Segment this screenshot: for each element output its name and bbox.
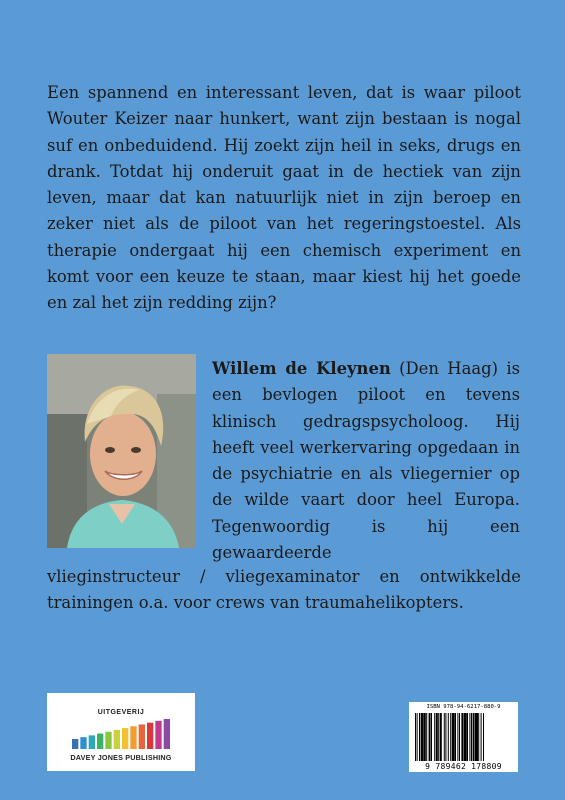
- publisher-color-bars: [71, 719, 171, 749]
- barcode-stripe: [467, 713, 468, 761]
- publisher-color-bar: [164, 719, 170, 749]
- isbn-barcode: [409, 702, 518, 772]
- publisher-color-bar: [155, 721, 161, 749]
- barcode-stripe: [469, 713, 470, 761]
- barcode-stripe: [452, 713, 455, 761]
- barcode-stripe: [419, 713, 420, 761]
- back-cover-blurb: Een spannend en interessant leven, dat is waar piloot Wouter Keizer naar hunkert, want zijn bestaan is nogal suf en onbeduidend. Hij zoekt zijn heil in seks, drugs en drank. Totdat hij onderuit gaat in de hectiek van zijn leven, maar dat kan natuurlijk niet in zijn beroep en zeker niet als de piloot van het regeringstoestel. Als therapie ondergaat hij een chemisch experiment en komt voor een keuze te staan, maar kiest hij het goede en zal het zijn redding zijn?: [47, 83, 521, 313]
- author-bio-bottom: vlieginstructeur / vliegexaminator en ontwikkelde trainingen o.a. voor crews van traumahelikopters.: [47, 567, 521, 613]
- barcode-stripe: [421, 713, 424, 761]
- barcode-stripe: [440, 713, 442, 761]
- author-bio-top: [212, 356, 520, 566]
- publisher-color-bar: [72, 739, 78, 749]
- publisher-color-bar: [105, 732, 111, 749]
- barcode-stripe: [473, 713, 475, 761]
- author-photo: [47, 354, 196, 548]
- author-name: Willem de Kleynen: [212, 359, 391, 378]
- barcode-stripe: [450, 713, 451, 761]
- publisher-name: DAVEY JONES PUBLISHING: [70, 753, 172, 762]
- barcode-stripe: [455, 713, 456, 761]
- publisher-color-bar: [114, 730, 120, 749]
- barcode-stripe: [459, 713, 460, 761]
- publisher-color-bar: [147, 723, 153, 749]
- publisher-color-bar: [89, 735, 95, 749]
- barcode-stripe: [457, 713, 458, 761]
- publisher-color-bar: [122, 728, 128, 749]
- publisher-color-bar: [130, 726, 136, 749]
- publisher-color-bar: [80, 737, 86, 749]
- publisher-color-bar: [139, 724, 145, 749]
- isbn-digits: 9 789462 178809: [425, 762, 502, 771]
- barcode-stripe: [429, 713, 431, 761]
- barcode-stripe: [424, 713, 426, 761]
- barcode-stripe: [481, 713, 482, 761]
- barcode-stripe: [434, 713, 435, 761]
- publisher-label: UITGEVERIJ: [97, 709, 145, 716]
- barcode-stripe: [464, 713, 467, 761]
- barcode-bars: [415, 713, 512, 761]
- author-bio-text: (Den Haag) is een bevlogen piloot en tevens klinisch gedragspsycholoog. Hij heeft veel werkervaring opgedaan in de psychiatrie en als vliegernier op de wilde vaart door heel Europa. Tegenwoordig is hij een gewaardeerde: [212, 359, 520, 563]
- barcode-stripe: [417, 713, 418, 761]
- barcode-stripe: [438, 713, 439, 761]
- barcode-stripe: [444, 713, 445, 761]
- publisher-logo: [47, 693, 195, 771]
- barcode-stripe: [445, 713, 446, 761]
- isbn-text: ISBN 978-94-6217-880-9: [426, 704, 501, 710]
- barcode-stripe: [475, 713, 478, 761]
- publisher-color-bar: [97, 734, 103, 749]
- barcode-stripe: [471, 713, 472, 761]
- barcode-stripe: [436, 713, 438, 761]
- barcode-stripe: [448, 713, 449, 761]
- barcode-stripe: [461, 713, 463, 761]
- barcode-stripe: [415, 713, 416, 761]
- barcode-stripe: [483, 713, 484, 761]
- barcode-stripe: [431, 713, 432, 761]
- barcode-stripe: [426, 713, 427, 761]
- barcode-stripe: [478, 713, 479, 761]
